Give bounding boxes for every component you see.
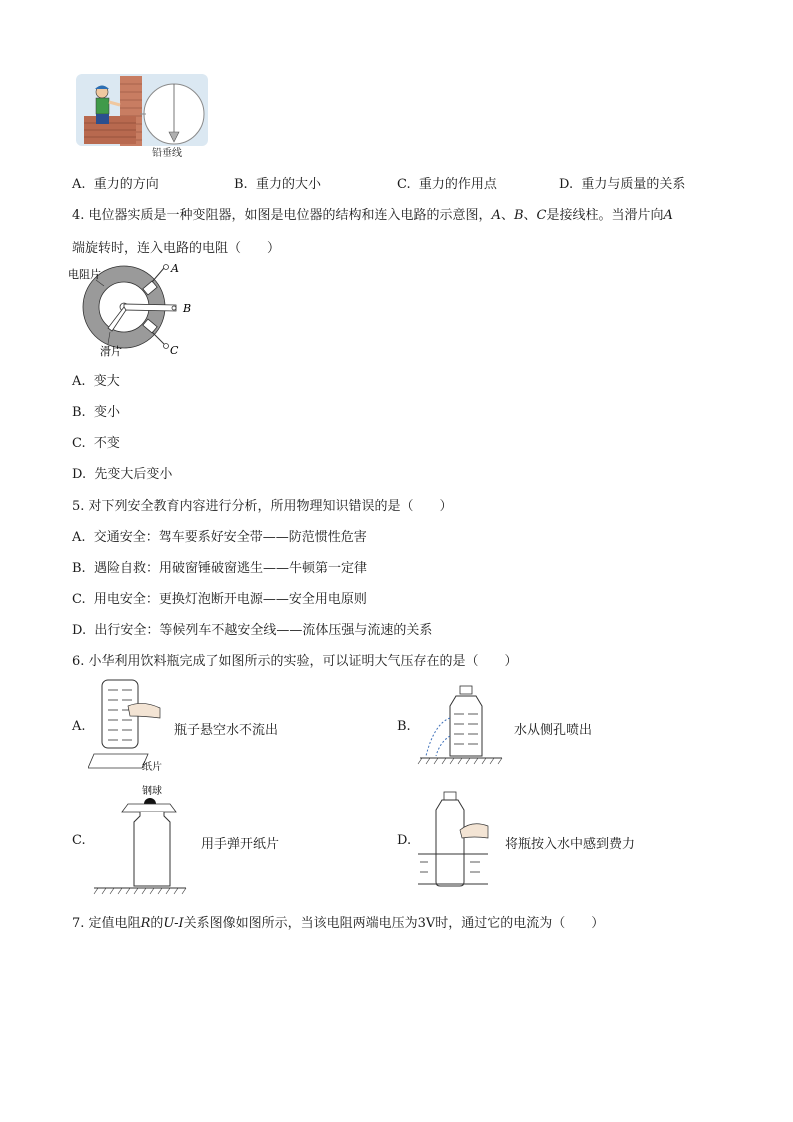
q3-option-a[interactable]: A. 重力的方向 (72, 177, 159, 192)
plumb-line-label: 铅垂线 (152, 148, 182, 159)
q5-option-c[interactable]: C. 用电安全：更换灯泡断开电源——安全用电原则 (72, 592, 367, 607)
q3-option-c[interactable]: C. 重力的作用点 (397, 177, 497, 192)
q4-option-c[interactable]: C. 不变 (72, 436, 120, 451)
potentiometer-figure (66, 262, 206, 358)
q6-figure-b (416, 684, 506, 768)
q6-figure-a (88, 676, 168, 776)
terminal-b-label: B (183, 302, 192, 315)
q3-option-d[interactable]: D. 重力与质量的关系 (559, 177, 686, 192)
q3-option-a-text: 重力的方向 (93, 177, 159, 192)
terminal-a-label: A (171, 262, 179, 275)
q6-figure-c (92, 782, 188, 898)
steel-ball-label: 钢球 (142, 786, 162, 797)
q6-option-d[interactable]: D. (397, 833, 412, 848)
q6-option-b-text: 水从侧孔喷出 (514, 723, 593, 738)
terminal-c-label: C (170, 344, 179, 357)
q7-number: 7. (72, 916, 85, 931)
q6-option-b[interactable]: B. (397, 719, 411, 734)
q5-stem: 5. 对下列安全教育内容进行分析，所用物理知识错误的是（ ） (72, 499, 453, 514)
q6-option-a[interactable]: A. (72, 719, 86, 734)
q4-option-b[interactable]: B. 变小 (72, 405, 120, 420)
q5-number: 5. (72, 499, 85, 514)
q6-option-a-text: 瓶子悬空水不流出 (174, 723, 279, 738)
paper-label: 纸片 (142, 762, 162, 773)
q6-stem: 6. 小华利用饮料瓶完成了如图所示的实验，可以证明大气压存在的是（ ） (72, 654, 518, 669)
q6-number: 6. (72, 654, 85, 669)
slider-label: 滑片 (100, 345, 122, 358)
q4-stem-line1: 4. 电位器实质是一种变阻器，如图是电位器的结构和连入电路的示意图，A、B、C是接线柱。当滑片向A (72, 208, 673, 223)
q5-option-d[interactable]: D. 出行安全：等候列车不越安全线——流体压强与流速的关系 (72, 623, 433, 638)
q5-option-b[interactable]: B. 遇险自救：用破窗锤破窗逃生——牛顿第一定律 (72, 561, 367, 576)
q4-number: 4. (72, 208, 85, 223)
q3-option-b-text: 重力的大小 (255, 177, 321, 192)
resistor-strip-label: 电阻片 (68, 268, 101, 281)
q5-option-a[interactable]: A. 交通安全：驾车要系好安全带——防范惯性危害 (72, 530, 367, 545)
q6-option-d-text: 将瓶按入水中感到费力 (505, 837, 636, 852)
q6-option-c-text: 用手弹开纸片 (201, 837, 280, 852)
plumb-line-figure (76, 74, 208, 160)
q3-option-d-text: 重力与质量的关系 (581, 177, 686, 192)
q7-stem: 7. 定值电阻R的U-I关系图像如图所示，当该电阻两端电压为3V时，通过它的电流为（ ） (72, 916, 605, 931)
q4-option-a[interactable]: A. 变大 (72, 374, 120, 389)
q3-option-b[interactable]: B. 重力的大小 (234, 177, 321, 192)
q6-option-c[interactable]: C. (72, 833, 86, 848)
q4-option-d[interactable]: D. 先变大后变小 (72, 467, 173, 482)
q4-stem-line2: 端旋转时，连入电路的电阻（ ） (72, 241, 281, 256)
q3-option-c-text: 重力的作用点 (418, 177, 497, 192)
q6-figure-d (416, 790, 492, 888)
